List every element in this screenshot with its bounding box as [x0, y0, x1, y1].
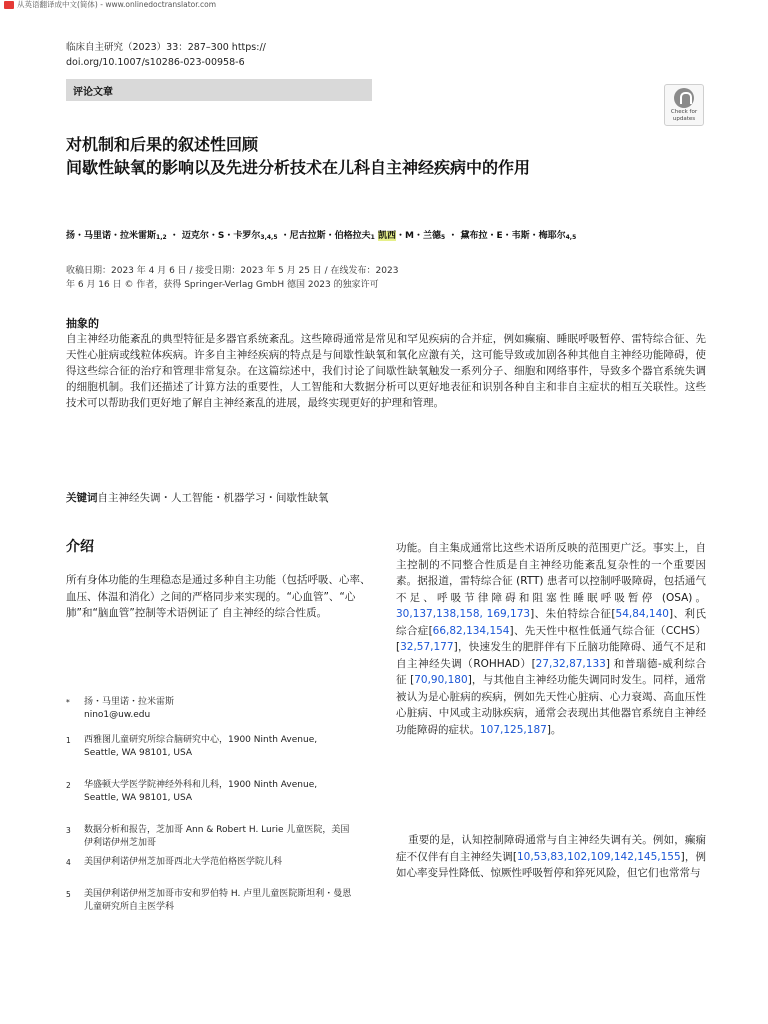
author-4[interactable]: ・M・兰德	[396, 231, 441, 241]
intro-paragraph: 所有身体功能的生理稳态是通过多种自主功能（包括呼吸、心率、血压、体温和消化）之间的严格同步来实现的。“心血管”、“心肺”和“脑血管”控制等术语例证了 自主神经的综合性质。	[66, 574, 371, 619]
article-title-line1: 对机制和后果的叙述性回顾	[66, 135, 259, 154]
author-list: 扬・马里诺・拉米雷斯$_{1,2}$ ・ 迈克尔・S・卡罗尔$_{3,4,5}$ ・尼古拉斯・伯格拉夫$_1$ 凯西・M・兰德$_5$ ・ 黛布拉・E・韦斯・梅耶尔$_{4,5}$	[66, 231, 577, 241]
journal-citation-line1: 临床自主研究（2023）33：287–300 https://	[66, 42, 266, 53]
author-email-link[interactable]: nino1@uw.edu	[84, 710, 151, 720]
footnote-corresponding: * 扬・马里诺・拉米雷斯 nino1@uw.edu	[66, 696, 356, 724]
section-heading-introduction: 介绍	[66, 539, 94, 555]
citation-link[interactable]: 54,84,140	[615, 608, 669, 620]
author-5[interactable]: ・ 黛布拉・E・韦斯・梅耶尔	[448, 231, 566, 241]
article-title	[66, 133, 716, 179]
author-3[interactable]: ・尼古拉斯・伯格拉夫	[280, 231, 371, 241]
abstract-heading: 抽象的	[66, 317, 99, 330]
translator-logo-icon	[4, 1, 14, 9]
second-paragraph: 重要的是，认知控制障碍通常与自主神经失调有关。例如，癫痫症不仅伴有自主神经失调[10,53,83,102,109,142,145,155]，例如心率变异性降低、惊厥性呼吸暂停和猝死风险，但它们也常常与	[396, 834, 706, 879]
footnote-affiliation-5: 5 美国伊利诺伊州芝加哥市安和罗伯特 H. 卢里儿童医院斯坦利・曼恩儿童研究所自主医学科	[66, 889, 352, 912]
intro-paragraph-continued: 功能。自主集成通常比这些术语所反映的范围更广泛。事实上，自主控制的不同整合性质是自主神经功能紊乱复杂性的一个重要因素。据报道，雷特综合征 (RTT) 患者可以控制呼吸障碍，包括通气不足、呼吸节律障碍和阻塞性睡眠呼吸暂停 (OSA)。30,137,138,158, 169,173]、朱伯特综合征[54,84,140]、利氏综合症[66,82,134,154]、先天性中枢性低通气综合征（CCHS）[32,57,177]，快速发生的肥胖伴有下丘脑功能障碍、通气不足和自主神经失调（ROHHAD）[27,32,87,133] 和普瑞德-威利综合征 [70,90,180]，与其他自主神经功能失调同时发生。同样，通常被认为是心脏病的疾病，例如先天性心脏病、心力衰竭、高血压性心脏病、中风或主动脉疾病，通常会表现出其他器官系统自主神经功能障碍的症状。107,125,187]。	[396, 542, 706, 736]
keywords-text: 自主神经失调・人工智能・机器学习・间歇性缺氧	[97, 492, 329, 504]
translator-banner	[0, 0, 216, 10]
keywords	[66, 490, 329, 505]
author-1[interactable]: 扬・马里诺・拉米雷斯	[66, 231, 157, 241]
footnote-affiliation-3: 3 数据分析和报告，芝加哥 Ann & Robert H. Lurie 儿童医院，美国伊利诺伊州芝加哥	[66, 825, 350, 848]
check-for-updates-button[interactable]	[664, 84, 704, 126]
citation-link[interactable]: 70,90,180	[414, 674, 468, 686]
keywords-label: 关键词	[66, 492, 98, 504]
doi-link[interactable]: doi.org/10.1007/s10286-023-00958-6	[66, 57, 245, 68]
translator-banner-text: 从英语翻译成中文(简体) - www.onlinedoctranslator.com	[17, 0, 217, 9]
check-updates-icon	[674, 88, 694, 108]
check-updates-label: Check for updates	[670, 109, 698, 122]
citation-link[interactable]: 32,57,177	[400, 641, 454, 653]
footnote-affiliation-4: 4 美国伊利诺伊州芝加哥西北大学范伯格医学院儿科	[66, 857, 283, 867]
citation-link[interactable]: 10,53,83,102,109,142,145,155	[516, 850, 681, 863]
article-type-bar	[66, 79, 372, 101]
abstract-text: 自主神经功能紊乱的典型特征是多器官系统紊乱。这些障碍通常是常见和罕见疾病的合并症，例如癫痫、睡眠呼吸暂停、雷特综合征、先天性心脏病或线粒体疾病。许多自主神经疾病的特点是与间歇性缺氧和氧化应激有关，这可能导致或加剧各种其他自主神经功能障碍，使得这些综合征的治疗和管理非常复杂。在这篇综述中，我们讨论了间歇性缺氧触发一系列分子、细胞和网络事件，导致多个器官系统失调的细胞机制。我们还描述了计算方法的重要性，人工智能和大数据分析可以更好地表征和识别各种自主和非自主症状的相互关联性。这些技术可以帮助我们更好地了解自主神经紊乱的进展，最终实现更好的护理和管理。	[66, 333, 706, 409]
journal-citation	[66, 40, 266, 70]
publication-dates: 收稿日期：2023 年 4 月 6 日 / 接受日期：2023 年 5 月 25 日 / 在线发布：2023 年 6 月 16 日 © 作者，获得 Springer-Verlag GmbH 德国 2023 的独家许可	[66, 266, 399, 290]
author-4-highlight[interactable]: 凯西	[378, 231, 397, 241]
citation-link[interactable]: 30,137,138,158, 169,173	[396, 608, 531, 620]
author-2[interactable]: ・ 迈克尔・S・卡罗尔	[169, 231, 261, 241]
citation-link[interactable]: 27,32,87,133	[535, 657, 606, 670]
citation-link[interactable]: 66,82,134,154	[432, 624, 510, 637]
article-type-label: 评论文章	[73, 87, 113, 98]
citation-link[interactable]: 107,125,187	[480, 723, 547, 736]
footnote-affiliation-2: 2 华盛顿大学医学院神经外科和儿科，1900 Ninth Avenue, Seattle, WA 98101, USA	[66, 780, 318, 803]
footnote-affiliation-1: 1 西雅图儿童研究所综合脑研究中心，1900 Ninth Avenue, Seattle, WA 98101, USA	[66, 735, 318, 758]
article-title-line2: 间歇性缺氧的影响以及先进分析技术在儿科自主神经疾病中的作用	[66, 158, 531, 177]
